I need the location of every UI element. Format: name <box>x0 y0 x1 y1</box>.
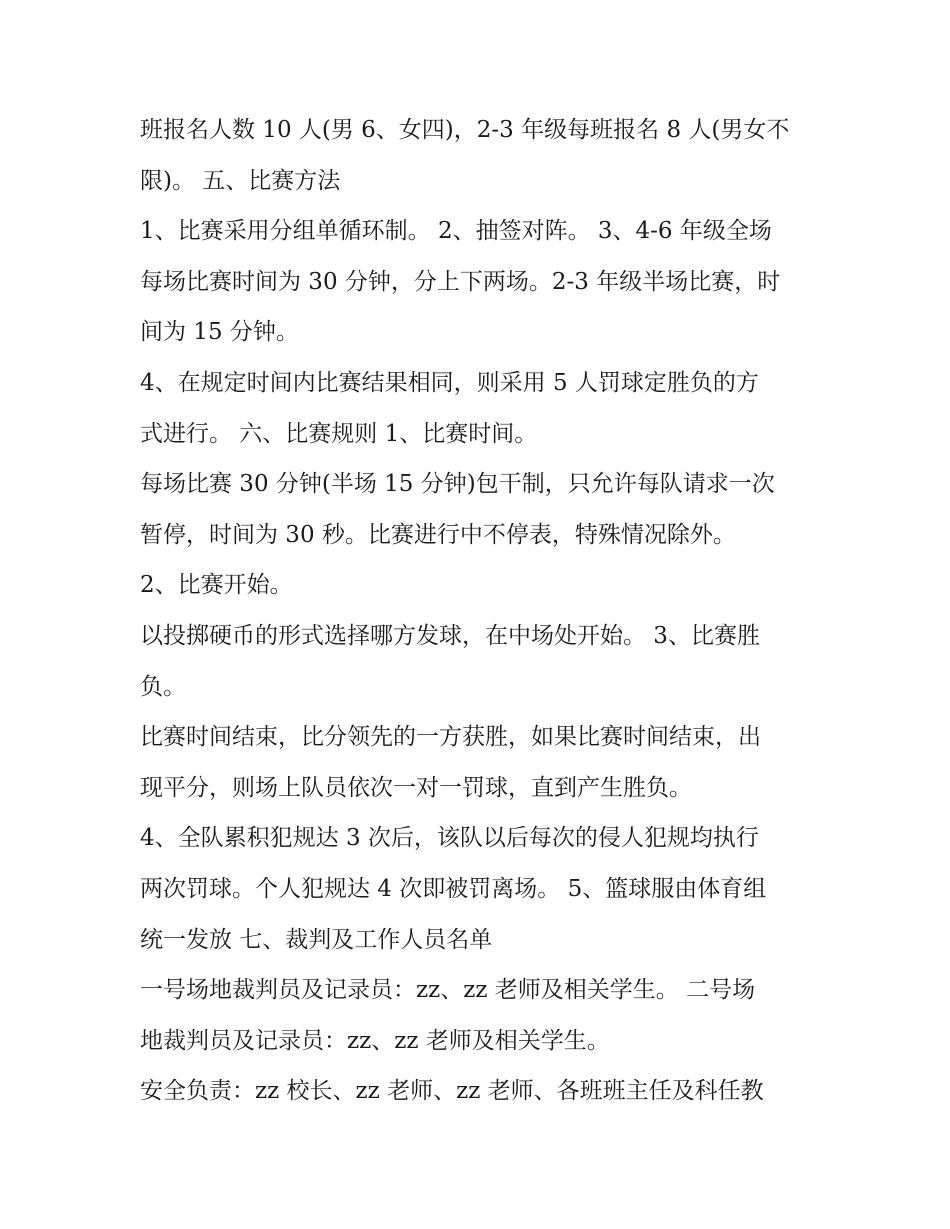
text-line: 2、比赛开始。 <box>140 572 293 598</box>
text-line: 4、在规定时间内比赛结果相同，则采用 5 人罚球定胜负的方 <box>140 370 759 396</box>
text-line: 1、比赛采用分组单循环制。 2、抽签对阵。 3、4-6 年级全场 <box>140 218 772 244</box>
text-line: 暂停，时间为 30 秒。比赛进行中不停表，特殊情况除外。 <box>140 522 736 548</box>
text-line: 每场比赛时间为 30 分钟，分上下两场。2-3 年级半场比赛，时 <box>140 269 781 295</box>
text-line: 一号场地裁判员及记录员：zz、zz 老师及相关学生。 二号场 <box>140 977 756 1003</box>
text-line: 负。 <box>140 674 186 700</box>
text-line: 以投掷硬币的形式选择哪方发球，在中场处开始。 3、比赛胜 <box>140 623 760 649</box>
text-line: 4、全队累积犯规达 3 次后，该队以后每次的侵人犯规均执行 <box>140 825 759 851</box>
text-line: 安全负责：zz 校长、zz 老师、zz 老师、各班班主任及科任教 <box>140 1078 764 1104</box>
text-line: 两次罚球。个人犯规达 4 次即被罚离场。 5、篮球服由体育组 <box>140 876 767 902</box>
text-line: 式进行。 六、比赛规则 1、比赛时间。 <box>140 421 538 447</box>
text-line: 地裁判员及记录员：zz、zz 老师及相关学生。 <box>140 1028 610 1054</box>
text-line: 间为 15 分钟。 <box>140 319 299 345</box>
text-line: 比赛时间结束，比分领先的一方获胜，如果比赛时间结束，出 <box>140 724 761 750</box>
text-line: 统一发放 七、裁判及工作人员名单 <box>140 927 493 953</box>
text-line: 每场比赛 30 分钟(半场 15 分钟)包干制，只允许每队请求一次 <box>140 471 775 497</box>
text-line: 现平分，则场上队员依次一对一罚球，直到产生胜负。 <box>140 775 692 801</box>
text-line: 班报名人数 10 人(男 6、女四)，2-3 年级每班报名 8 人(男女不 <box>140 117 790 143</box>
text-line: 限)。 五、比赛方法 <box>140 168 341 194</box>
